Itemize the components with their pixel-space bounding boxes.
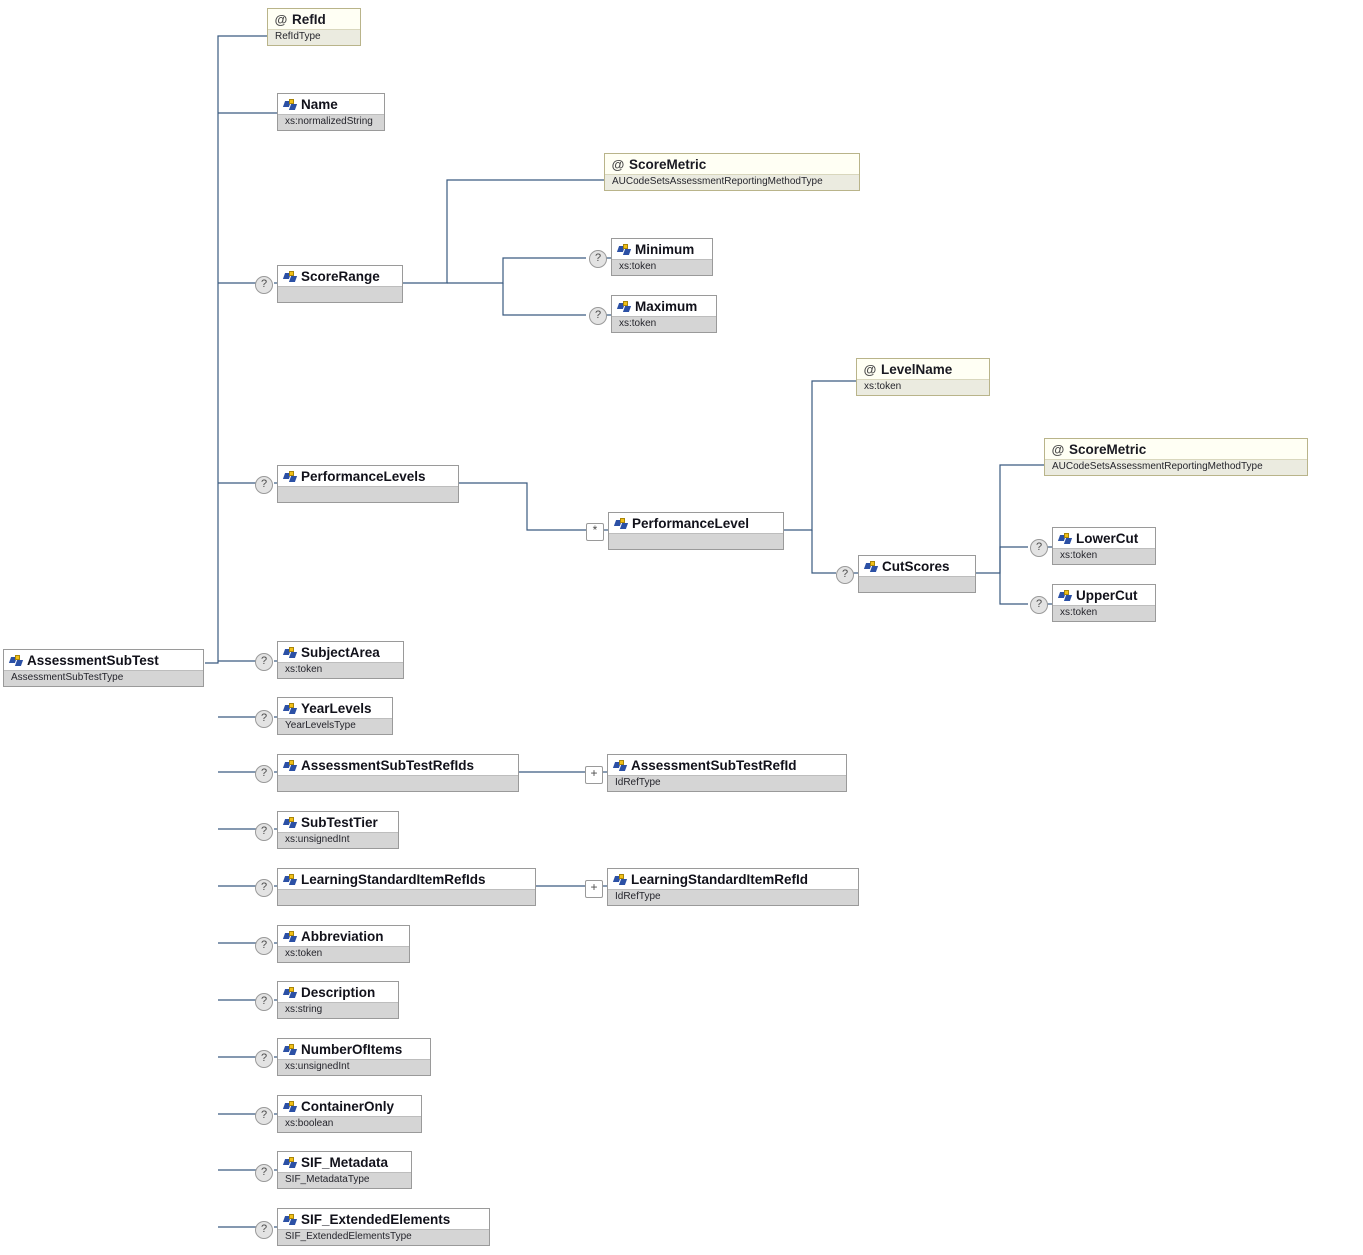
at-icon: @ [1051,442,1065,457]
node-label: UpperCut [1076,588,1138,603]
node-label: ScoreRange [301,269,380,284]
node-title [1053,528,1155,548]
node-maximum[interactable] [611,295,717,333]
at-icon: @ [611,157,625,172]
node-yearlevels[interactable] [277,697,393,735]
node-numberofitems[interactable] [277,1038,431,1076]
node-type: xs:token [1053,605,1155,621]
node-assessmentsubtest[interactable] [3,649,204,687]
element-icon [615,518,628,529]
node-subjectarea[interactable] [277,641,404,679]
occurrence-badge-numberofitems[interactable]: ? [255,1050,273,1068]
occurrence-badge-learningstandarditemrefids[interactable]: ? [255,879,273,897]
node-label: Description [301,985,376,1000]
element-icon [284,874,297,885]
occurrence-badge-sif_metadata[interactable]: ? [255,1164,273,1182]
node-type: xs:token [612,316,716,332]
node-type: xs:unsignedInt [278,832,398,848]
node-performancelevels[interactable] [277,465,459,503]
at-icon: @ [863,362,877,377]
node-description[interactable] [277,981,399,1019]
node-refid[interactable] [267,8,361,46]
node-label: SIF_Metadata [301,1155,389,1170]
element-icon [284,760,297,771]
node-label: AssessmentSubTestRefIds [301,758,475,773]
occurrence-badge-maximum[interactable]: ? [589,307,607,325]
node-label: PerformanceLevel [632,516,750,531]
node-type: xs:token [1053,548,1155,564]
node-type: IdRefType [608,775,846,791]
node-title [278,1039,430,1059]
node-label: SubTestTier [301,815,378,830]
node-title [605,154,859,174]
node-type [859,576,975,592]
node-abbreviation[interactable] [277,925,410,963]
element-icon [284,99,297,110]
occurrence-badge-lowercut[interactable]: ? [1030,539,1048,557]
node-name[interactable] [277,93,385,131]
node-type [278,286,402,302]
element-icon [618,244,631,255]
node-type: SIF_ExtendedElementsType [278,1229,489,1245]
node-type [278,775,518,791]
node-lowercut[interactable] [1052,527,1156,565]
node-type: SIF_MetadataType [278,1172,411,1188]
node-type: IdRefType [608,889,858,905]
element-icon [284,987,297,998]
occurrence-badge-cutscores[interactable]: ? [836,566,854,584]
node-title [4,650,203,670]
element-icon [10,655,23,666]
element-icon [284,1214,297,1225]
node-title [612,296,716,316]
node-levelname[interactable] [856,358,990,396]
occurrence-badge-scorerange[interactable]: ? [255,276,273,294]
node-title [278,1152,411,1172]
node-cutscores[interactable] [858,555,976,593]
occurrence-badge-performancelevel[interactable]: * [586,523,604,541]
node-type: xs:unsignedInt [278,1059,430,1075]
node-label: AssessmentSubTest [27,653,159,668]
node-label: ScoreMetric [1069,442,1147,457]
node-type: xs:token [278,662,403,678]
node-title [278,926,409,946]
node-subtesttier[interactable] [277,811,399,849]
element-icon [284,1157,297,1168]
node-title [1045,439,1307,459]
node-type: xs:token [612,259,712,275]
node-title [278,698,392,718]
node-type: YearLevelsType [278,718,392,734]
node-title [609,513,783,533]
node-scorerange[interactable] [277,265,403,303]
node-type: AUCodeSetsAssessmentReportingMethodType [1045,459,1307,475]
occurrence-badge-performancelevels[interactable]: ? [255,476,273,494]
element-icon [284,703,297,714]
node-label: LearningStandardItemRefIds [301,872,486,887]
node-label: RefId [292,12,326,27]
element-icon [284,1044,297,1055]
node-title [1053,585,1155,605]
node-type: xs:boolean [278,1116,421,1132]
node-learningstandarditemrefids[interactable] [277,868,536,906]
node-label: LearningStandardItemRefId [631,872,809,887]
element-icon [618,301,631,312]
node-label: Name [301,97,338,112]
node-assessmentsubtestrefids[interactable] [277,754,519,792]
node-title [278,1209,489,1229]
element-icon [284,471,297,482]
occurrence-badge-assessmentsubtestrefid[interactable]: + [585,766,603,784]
node-title [278,982,398,1002]
node-sif_extendedelements[interactable] [277,1208,490,1246]
node-type: RefIdType [268,29,360,45]
node-label: SIF_ExtendedElements [301,1212,451,1227]
node-label: ScoreMetric [629,157,707,172]
node-assessmentsubtestrefid[interactable] [607,754,847,792]
node-type [609,533,783,549]
node-type: AssessmentSubTestType [4,670,203,686]
node-type [278,889,535,905]
node-title [857,359,989,379]
node-label: SubjectArea [301,645,380,660]
node-type: AUCodeSetsAssessmentReportingMethodType [605,174,859,190]
node-uppercut[interactable] [1052,584,1156,622]
node-title [278,94,384,114]
node-scoremetric1[interactable] [604,153,860,191]
element-icon [1059,533,1072,544]
occurrence-badge-description[interactable]: ? [255,993,273,1011]
at-icon: @ [274,12,288,27]
node-title [859,556,975,576]
occurrence-badge-containeronly[interactable]: ? [255,1107,273,1125]
node-label: PerformanceLevels [301,469,426,484]
node-label: LowerCut [1076,531,1139,546]
node-label: AssessmentSubTestRefId [631,758,797,773]
node-title [608,869,858,889]
node-minimum[interactable] [611,238,713,276]
node-label: Maximum [635,299,698,314]
occurrence-badge-subtesttier[interactable]: ? [255,823,273,841]
node-label: NumberOfItems [301,1042,403,1057]
node-title [278,812,398,832]
node-label: Abbreviation [301,929,384,944]
element-icon [614,760,627,771]
node-title [278,466,458,486]
node-label: YearLevels [301,701,372,716]
node-learningstandarditemrefid[interactable] [607,868,859,906]
node-title [268,9,360,29]
node-label: LevelName [881,362,953,377]
node-type [278,486,458,502]
occurrence-badge-minimum[interactable]: ? [589,250,607,268]
node-title [612,239,712,259]
element-icon [284,931,297,942]
node-scoremetric2[interactable] [1044,438,1308,476]
element-icon [614,874,627,885]
node-label: CutScores [882,559,950,574]
node-title [278,1096,421,1116]
node-type: xs:normalizedString [278,114,384,130]
node-title [278,869,535,889]
node-title [278,755,518,775]
element-icon [284,817,297,828]
occurrence-badge-subjectarea[interactable]: ? [255,653,273,671]
node-label: Minimum [635,242,695,257]
node-label: ContainerOnly [301,1099,395,1114]
occurrence-badge-assessmentsubtestrefids[interactable]: ? [255,765,273,783]
node-type: xs:string [278,1002,398,1018]
node-title [278,266,402,286]
occurrence-badge-uppercut[interactable]: ? [1030,596,1048,614]
occurrence-badge-yearlevels[interactable]: ? [255,710,273,728]
element-icon [1059,590,1072,601]
occurrence-badge-sif_extendedelements[interactable]: ? [255,1221,273,1239]
element-icon [284,271,297,282]
element-icon [284,1101,297,1112]
node-containeronly[interactable] [277,1095,422,1133]
node-type: xs:token [857,379,989,395]
node-type: xs:token [278,946,409,962]
element-icon [284,647,297,658]
node-sif_metadata[interactable] [277,1151,412,1189]
occurrence-badge-abbreviation[interactable]: ? [255,937,273,955]
occurrence-badge-learningstandarditemrefid[interactable]: + [585,880,603,898]
node-title [278,642,403,662]
node-title [608,755,846,775]
node-performancelevel[interactable] [608,512,784,550]
element-icon [865,561,878,572]
